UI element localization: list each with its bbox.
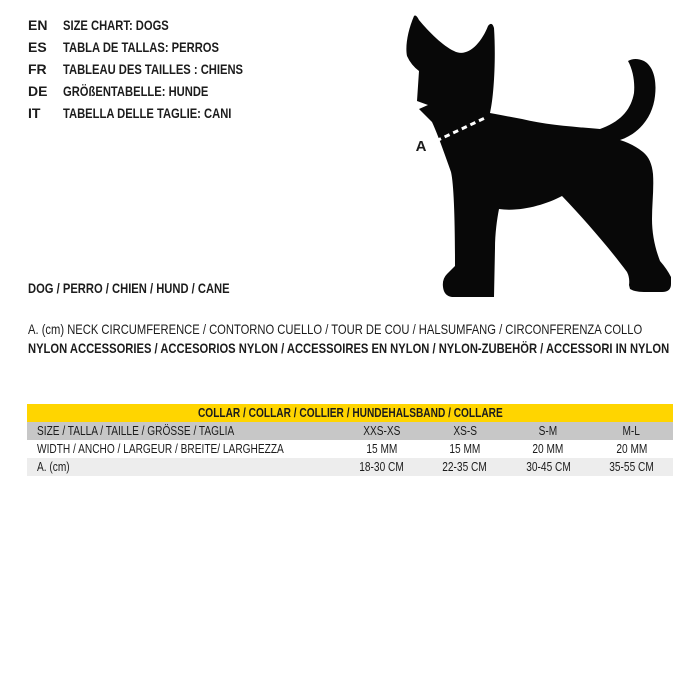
width-value: 20 MM [615, 441, 647, 456]
size-value: XS-S [453, 423, 477, 438]
neck-circumference-note-text: A. (cm) NECK CIRCUMFERENCE / CONTORNO CUELLO / TOUR DE COU / HALSUMFANG / CIRCONFERENZA COLLO [28, 321, 643, 337]
size-value: S-M [538, 423, 558, 438]
table-title-row [27, 404, 673, 422]
value-cell [340, 422, 423, 440]
species-line-text: DOG / PERRO / CHIEN / HUND / CANE [28, 280, 230, 296]
value-cell [340, 458, 423, 476]
dog-silhouette-icon [394, 8, 680, 308]
width-value: 20 MM [532, 441, 564, 456]
measure-label-a: A [415, 138, 427, 155]
language-code: DE [28, 83, 48, 99]
dog-silhouette [406, 16, 671, 298]
size-value: XXS-XS [363, 423, 401, 438]
width-value: 15 MM [449, 441, 481, 456]
language-row [28, 80, 288, 102]
language-code: FR [28, 61, 47, 77]
language-code: ES [28, 39, 47, 55]
collar-size-table [27, 404, 673, 476]
table-title-cell [27, 404, 673, 422]
row-label-cell [27, 422, 340, 440]
table-row-neck [27, 458, 673, 476]
neck-range-value: 18-30 CM [359, 459, 404, 474]
table-title: COLLAR / COLLAR / COLLIER / HUNDEHALSBAND / COLLARE [197, 405, 503, 420]
language-title: SIZE CHART: DOGS [63, 17, 169, 33]
value-cell [590, 458, 673, 476]
value-cell [590, 440, 673, 458]
language-row [28, 102, 288, 124]
table-row-width [27, 440, 673, 458]
row-label: WIDTH / ANCHO / LARGEUR / BREITE/ LARGHEZZA [37, 441, 284, 456]
language-row [28, 58, 288, 80]
value-cell [507, 458, 590, 476]
row-label: SIZE / TALLA / TAILLE / GRÖSSE / TAGLIA [37, 423, 235, 438]
language-title: GRÖßENTABELLE: HUNDE [63, 83, 209, 99]
width-value: 15 MM [366, 441, 398, 456]
row-label-cell [27, 458, 340, 476]
table-row-size [27, 422, 673, 440]
neck-range-value: 35-55 CM [609, 459, 654, 474]
value-cell [340, 440, 423, 458]
neck-range-value: 22-35 CM [442, 459, 488, 474]
nylon-accessories-note [28, 340, 700, 357]
language-code: EN [28, 17, 48, 33]
value-cell [507, 440, 590, 458]
value-cell [423, 422, 506, 440]
value-cell [423, 440, 506, 458]
nylon-accessories-note-text: NYLON ACCESSORIES / ACCESORIOS NYLON / ACCESSOIRES EN NYLON / NYLON-ZUBEHÖR / ACCESSORI IN NYLON [28, 340, 670, 356]
language-row [28, 14, 288, 36]
neck-range-value: 30-45 CM [525, 459, 571, 474]
value-cell [590, 422, 673, 440]
neck-circumference-note [28, 321, 700, 337]
value-cell [423, 458, 506, 476]
row-label: A. (cm) [37, 459, 70, 474]
language-title: TABLA DE TALLAS: PERROS [63, 39, 219, 55]
language-title-list [28, 14, 288, 124]
language-row [28, 36, 288, 58]
language-code: IT [28, 105, 41, 121]
size-value: M-L [622, 423, 641, 438]
value-cell [507, 422, 590, 440]
language-title: TABELLA DELLE TAGLIE: CANI [63, 105, 232, 121]
language-title: TABLEAU DES TAILLES : CHIENS [63, 61, 244, 77]
row-label-cell [27, 440, 340, 458]
species-line [28, 280, 280, 296]
dog-diagram [394, 8, 680, 308]
